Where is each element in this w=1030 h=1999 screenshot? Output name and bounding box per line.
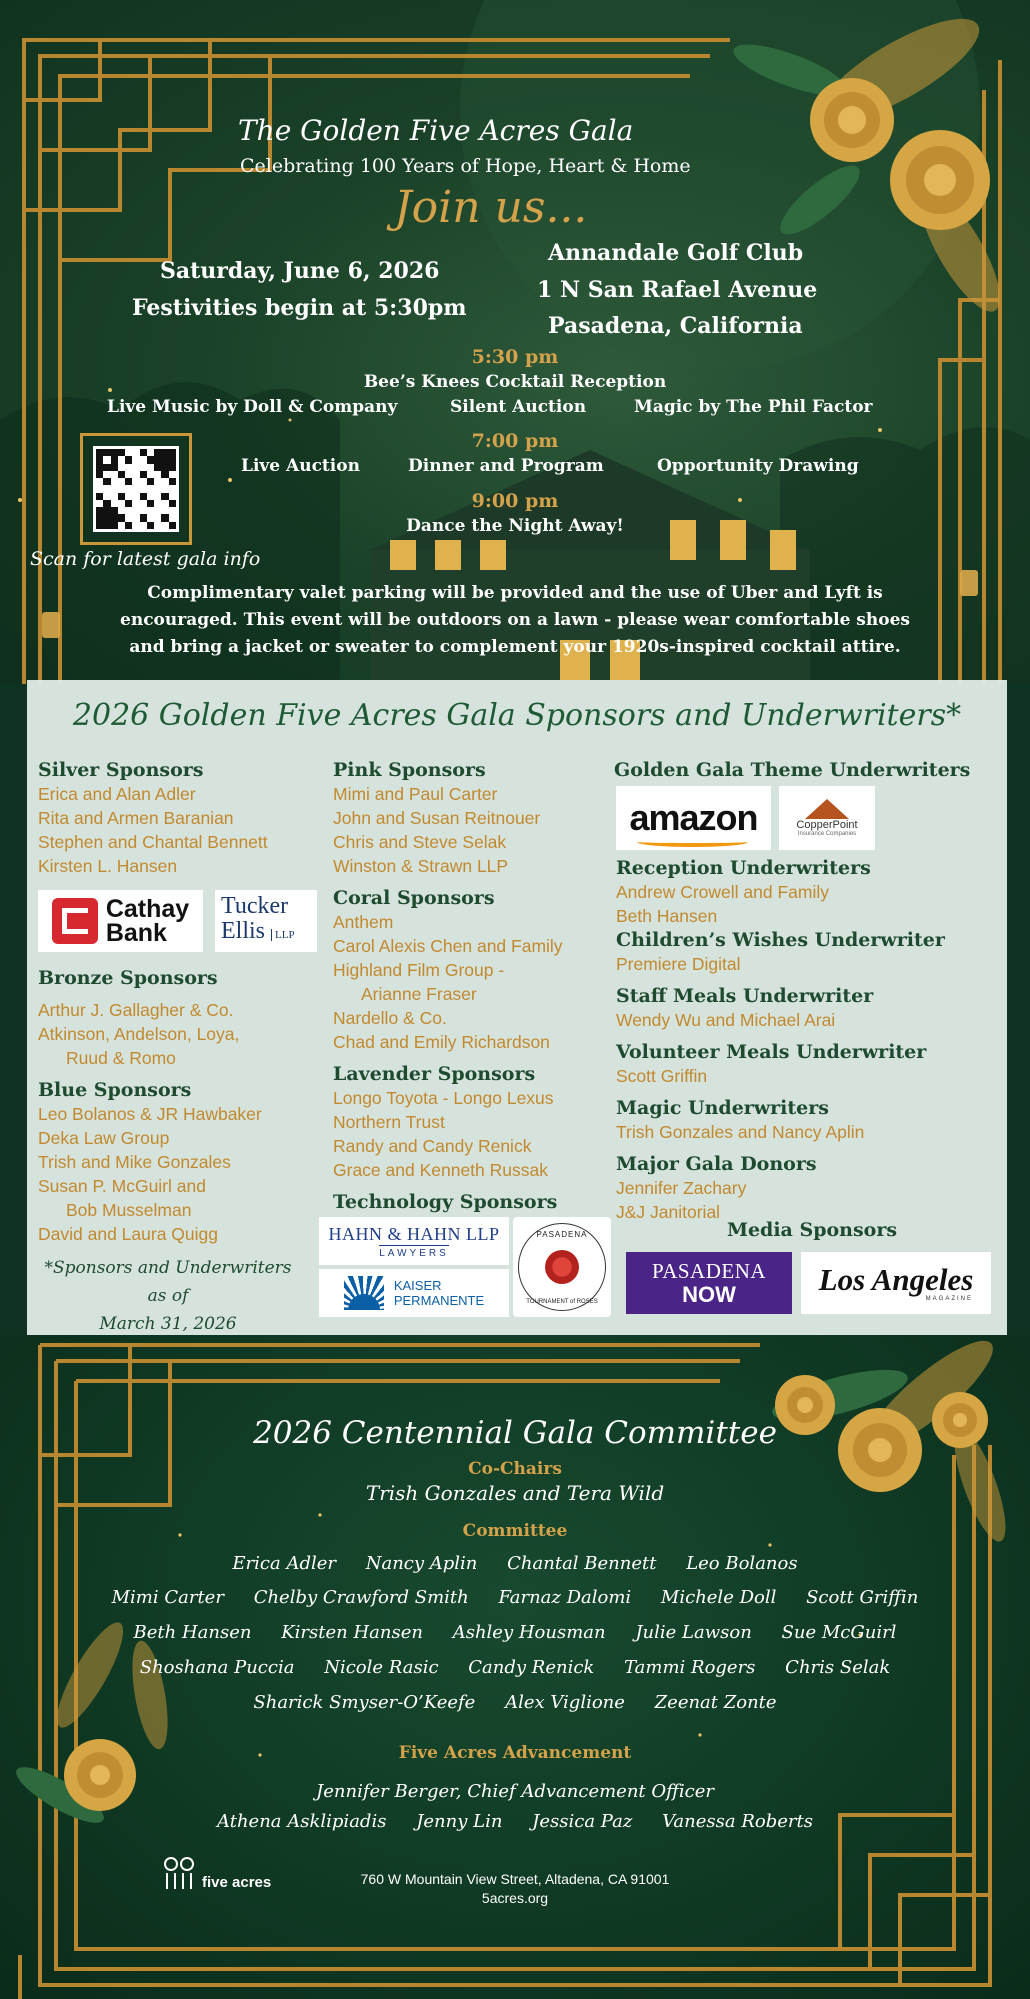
cochairs-label: Co-Chairs [468, 1459, 562, 1479]
list-item: Randy and Candy Renick [333, 1136, 532, 1156]
notice-line-1: Complimentary valet parking will be provided and the use of Uber and Lyft is [147, 583, 883, 603]
schedule-live-music: Live Music by Doll & Company [107, 397, 398, 417]
sponsors-column-2 [333, 758, 623, 1214]
list-item: Wendy Wu and Michael Arai [616, 1010, 836, 1030]
notice-line-3: and bring a jacket or sweater to complement your 1920s-inspired cocktail attire. [129, 637, 901, 657]
committee-member: Zeenat Zonte [654, 1692, 777, 1713]
list-item: Atkinson, Andelson, Loya, [38, 1024, 240, 1044]
sponsors-column-1b [38, 966, 328, 1338]
committee-row-3 [0, 1622, 1030, 1643]
venue-city: Pasadena, California [548, 313, 803, 339]
sponsors-note-1: *Sponsors and Underwriters as of [44, 1258, 292, 1306]
kaiser-permanente-logo [319, 1269, 509, 1317]
qr-code[interactable] [80, 433, 192, 545]
schedule-time-3: 9:00 pm [471, 490, 559, 512]
schedule-magic: Magic by The Phil Factor [634, 397, 873, 417]
kaiser-text-1: KAISER [393, 1278, 442, 1293]
sponsors-column-1 [38, 758, 328, 878]
kaiser-text-2: PERMANENTE [393, 1293, 485, 1308]
theme-heading: Golden Gala Theme Underwriters [614, 759, 971, 781]
advancement-member: Jenny Lin [416, 1811, 503, 1832]
committee-member: Nancy Aplin [365, 1553, 478, 1574]
hahn-hahn-logo [319, 1217, 509, 1265]
schedule-reception: Bee’s Knees Cocktail Reception [363, 372, 667, 392]
sponsors-title: 2026 Golden Five Acres Gala Sponsors and Underwriters* [72, 698, 962, 733]
sponsors-column-3 [614, 758, 1004, 782]
list-item: Trish Gonzales and Nancy Aplin [616, 1122, 865, 1142]
footer-website[interactable]: 5acres.org [481, 1890, 549, 1906]
list-item: Rita and Armen Baranian [38, 808, 234, 828]
schedule-time-1: 5:30 pm [471, 346, 559, 368]
committee-row-5 [0, 1692, 1030, 1713]
list-item: Winston & Strawn LLP [333, 856, 509, 876]
reception-heading: Reception Underwriters [616, 857, 871, 879]
advancement-member: Jessica Paz [532, 1811, 633, 1832]
los-angeles-magazine-logo [801, 1252, 991, 1314]
list-item: John and Susan Reitnouer [333, 808, 541, 828]
list-item: Kirsten L. Hansen [38, 856, 178, 876]
list-item: Grace and Kenneth Russak [333, 1160, 548, 1180]
la-text: Los Angeles [818, 1262, 974, 1297]
committee-member: Beth Hansen [133, 1622, 252, 1643]
coral-heading: Coral Sponsors [333, 887, 495, 909]
committee-member: Chris Selak [785, 1657, 891, 1678]
schedule-time-2: 7:00 pm [471, 430, 559, 452]
list-item: Andrew Crowell and Family [616, 882, 829, 902]
list-item: Susan P. McGuirl and [38, 1176, 206, 1196]
committee-row-4 [0, 1657, 1030, 1678]
join-us-heading: Join us... [394, 182, 588, 233]
silver-heading: Silver Sponsors [38, 759, 204, 781]
committee-member: Erica Adler [232, 1553, 336, 1574]
tucker-text-3: LLP [271, 929, 295, 941]
bronze-heading: Bronze Sponsors [38, 967, 218, 989]
list-item: Northern Trust [333, 1112, 445, 1132]
committee-member: Sue McGuirl [781, 1622, 897, 1643]
list-item: Nardello & Co. [333, 1008, 447, 1028]
amazon-text: amazon [629, 797, 758, 838]
list-item: Chad and Emily Richardson [333, 1032, 550, 1052]
committee-member: Leo Bolanos [686, 1553, 798, 1574]
invitation-section [0, 0, 1030, 684]
pasadena-now-text-1: PASADENA [651, 1259, 767, 1283]
pasadena-now-logo [626, 1252, 792, 1314]
rose-text-bottom: TOURNAMENT of ROSES [526, 1299, 598, 1305]
list-item: Ruud & Romo [66, 1048, 176, 1068]
list-item: David and Laura Quigg [38, 1224, 218, 1244]
list-item: Leo Bolanos & JR Hawbaker [38, 1104, 262, 1124]
list-item: Jennifer Zachary [616, 1178, 747, 1198]
sponsors-column-3b [616, 856, 1006, 1224]
gala-name: The Golden Five Acres Gala [238, 114, 634, 147]
copperpoint-sub-text: Insurance Companies [797, 831, 857, 837]
list-item: Anthem [333, 912, 394, 932]
committee-member: Nicole Rasic [324, 1657, 439, 1678]
venue-street: 1 N San Rafael Avenue [537, 277, 818, 303]
amazon-logo [616, 786, 771, 850]
committee-member: Ashley Housman [452, 1622, 606, 1643]
rose-text-top: PASADENA [536, 1230, 588, 1239]
sponsors-note-2: March 31, 2026 [99, 1314, 237, 1334]
tucker-ellis-logo [215, 890, 317, 952]
committee-member: Sharick Smyser-O’Keefe [253, 1692, 476, 1713]
list-item: Highland Film Group - [333, 960, 505, 980]
list-item: Premiere Digital [616, 954, 741, 974]
major-heading: Major Gala Donors [616, 1153, 817, 1175]
blue-heading: Blue Sponsors [38, 1079, 192, 1101]
qr-code-image [93, 446, 179, 532]
gala-tagline: Celebrating 100 Years of Hope, Heart & Home [240, 155, 691, 177]
qr-caption: Scan for latest gala info [30, 548, 261, 570]
cathay-bank-logo [38, 890, 203, 952]
list-item: Arthur J. Gallagher & Co. [38, 1000, 234, 1020]
list-item: Scott Griffin [616, 1066, 708, 1086]
committee-section [0, 1335, 1030, 1999]
committee-member: Michele Doll [660, 1587, 777, 1608]
list-item: Bob Musselman [66, 1200, 192, 1220]
media-heading-wrap [617, 1218, 1007, 1242]
committee-row-2 [0, 1587, 1030, 1608]
footer-address: 760 W Mountain View Street, Altadena, CA 91001 [360, 1871, 670, 1887]
committee-member: Alex Viglione [505, 1692, 625, 1713]
pasadena-now-text-2: NOW [682, 1282, 736, 1307]
committee-member: Chelby Crawford Smith [253, 1587, 469, 1608]
technology-heading: Technology Sponsors [333, 1191, 558, 1213]
advancement-member: Athena Asklipiadis [217, 1811, 387, 1832]
list-item: J&J Janitorial [616, 1202, 721, 1222]
volunteer-heading: Volunteer Meals Underwriter [616, 1041, 927, 1063]
list-item: Deka Law Group [38, 1128, 170, 1148]
cochairs-names: Trish Gonzales and Tera Wild [365, 1481, 665, 1505]
list-item: Beth Hansen [616, 906, 718, 926]
committee-member: Mimi Carter [111, 1587, 224, 1608]
committee-title: 2026 Centennial Gala Committee [253, 1415, 777, 1451]
committee-member: Tammi Rogers [624, 1657, 756, 1678]
committee-row-1 [0, 1553, 1030, 1574]
magic-heading: Magic Underwriters [616, 1097, 829, 1119]
list-item: Trish and Mike Gonzales [38, 1152, 231, 1172]
list-item: Mimi and Paul Carter [333, 784, 498, 804]
committee-member: Candy Renick [468, 1657, 595, 1678]
tucker-text-2: Ellis [221, 918, 266, 944]
advancement-lead: Jennifer Berger, Chief Advancement Officer [316, 1781, 714, 1802]
cathay-text-2: Bank [105, 919, 167, 947]
tournament-of-roses-logo [513, 1217, 611, 1317]
lavender-heading: Lavender Sponsors [333, 1063, 536, 1085]
list-item: Carol Alexis Chen and Family [333, 936, 563, 956]
copperpoint-text: CopperPoint [796, 819, 858, 831]
staff-heading: Staff Meals Underwriter [616, 985, 874, 1007]
schedule-dinner: Dinner and Program [408, 456, 604, 476]
list-item: Erica and Alan Adler [38, 784, 196, 804]
advancement-staff [0, 1811, 1030, 1832]
five-acres-logo-text: five acres [202, 1874, 272, 1891]
pink-heading: Pink Sponsors [333, 759, 486, 781]
hahn-text: HAHN & HAHN LLP [328, 1223, 500, 1244]
committee-member: Farnaz Dalomi [498, 1587, 632, 1608]
tucker-text-1: Tucker [221, 893, 289, 919]
schedule-dance: Dance the Night Away! [406, 516, 624, 536]
committee-member: Scott Griffin [806, 1587, 919, 1608]
event-date: Saturday, June 6, 2026 [160, 258, 440, 284]
list-item: Chris and Steve Selak [333, 832, 507, 852]
venue-name: Annandale Golf Club [548, 240, 804, 266]
wishes-heading: Children’s Wishes Underwriter [616, 929, 945, 951]
notice-line-2: encouraged. This event will be outdoors on a lawn - please wear comfortable shoes [120, 610, 910, 630]
la-sub-text: MAGAZINE [925, 1296, 973, 1302]
advancement-member: Vanessa Roberts [662, 1811, 813, 1832]
hahn-sub-text: LAWYERS [379, 1245, 449, 1259]
advancement-label: Five Acres Advancement [398, 1743, 632, 1763]
committee-member: Chantal Bennett [507, 1553, 657, 1574]
committee-member: Kirsten Hansen [281, 1622, 423, 1643]
list-item: Arianne Fraser [361, 984, 477, 1004]
committee-member: Julie Lawson [635, 1622, 752, 1643]
event-start-time: Festivities begin at 5:30pm [132, 295, 467, 321]
list-item: Longo Toyota - Longo Lexus [333, 1088, 554, 1108]
sponsors-panel [27, 680, 1007, 1336]
copperpoint-logo [779, 786, 875, 850]
schedule-live-auction: Live Auction [241, 456, 360, 476]
list-item: Stephen and Chantal Bennett [38, 832, 268, 852]
schedule-silent-auction: Silent Auction [450, 397, 587, 417]
committee-label: Committee [462, 1521, 568, 1541]
cathay-text-1: Cathay [105, 895, 190, 923]
committee-member: Shoshana Puccia [139, 1657, 295, 1678]
media-heading: Media Sponsors [726, 1219, 898, 1241]
schedule-drawing: Opportunity Drawing [657, 456, 859, 476]
